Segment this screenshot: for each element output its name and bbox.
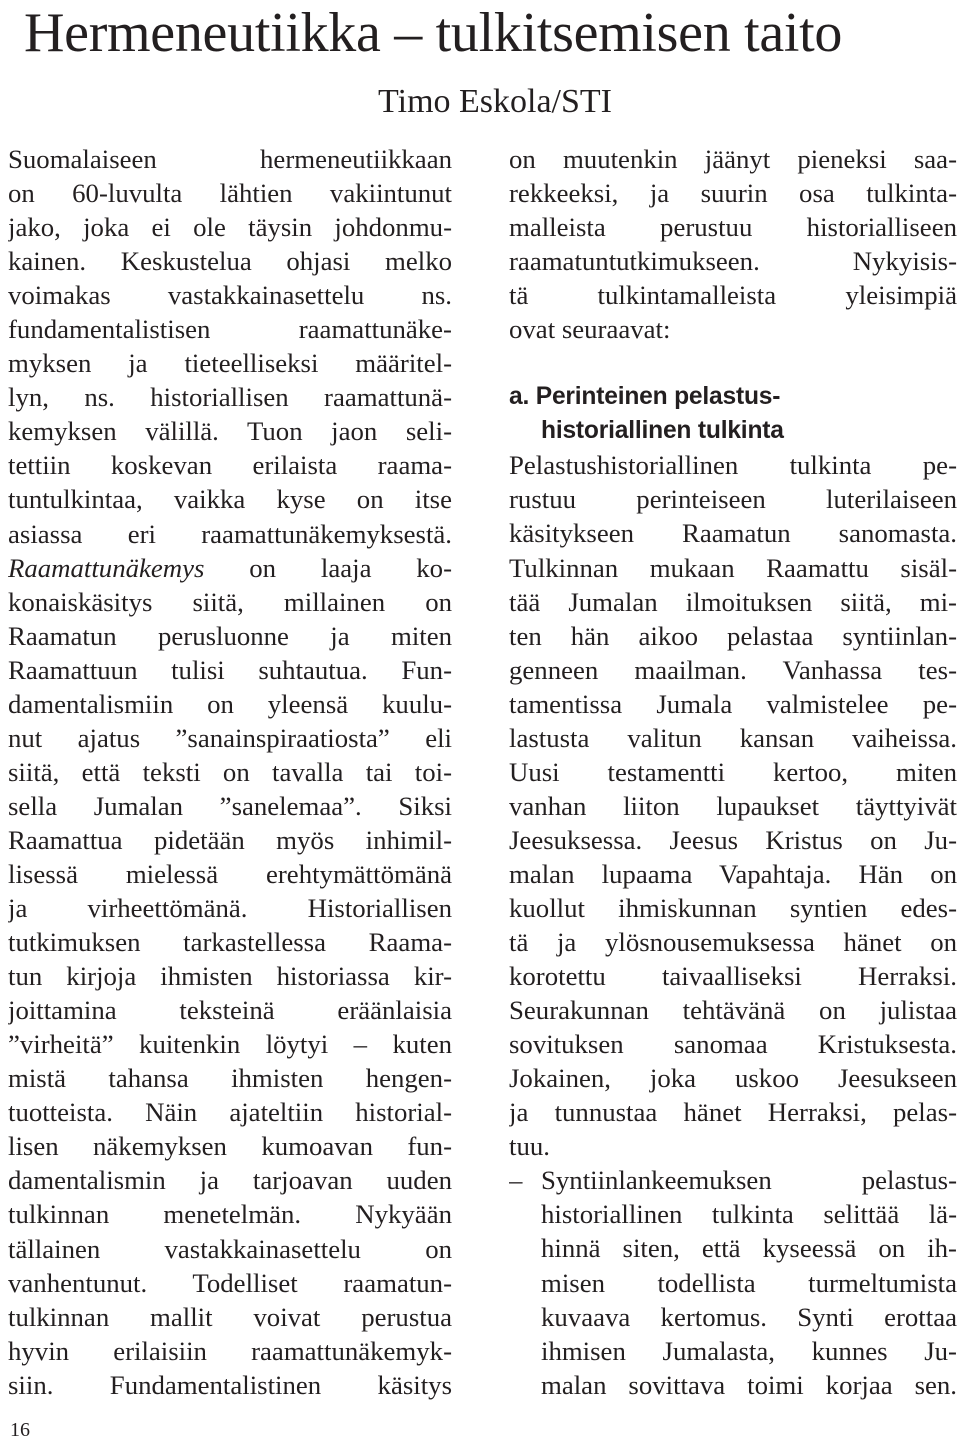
text-line: [509, 1163, 957, 1197]
text-span: ja virheettömänä. Historiallisen: [8, 893, 452, 924]
text-line: [509, 244, 957, 278]
text-span: nut ajatus ”sanainspiraatiosta” eli: [8, 722, 452, 753]
text-span: sovituksen sanomaa Kristuksesta.: [509, 1029, 957, 1060]
text-line: [8, 653, 452, 687]
text-span: konaiskäsitys siitä, millainen on: [8, 586, 452, 617]
text-line: [509, 1129, 957, 1163]
text-line: [509, 891, 957, 925]
text-span: tutkimuksen tarkastellessa Raama-: [8, 927, 452, 958]
text-line: [8, 346, 452, 380]
text-line: [8, 925, 452, 959]
author-byline: Timo Eskola/STI: [378, 83, 612, 120]
text-line: [8, 1266, 452, 1300]
text-span: vanhentunut. Todelliset raamatun-: [8, 1267, 452, 1298]
text-span: a. Perinteinen pelastus-: [509, 383, 781, 411]
text-line: [8, 959, 452, 993]
text-span: tä ja ylösnousemuksessa hänet on: [509, 927, 957, 958]
text-span: kainen. Keskustelua ohjasi melko: [8, 246, 452, 277]
text-span: lisen näkemyksen kumoavan fun-: [8, 1131, 452, 1162]
text-line: [509, 959, 957, 993]
text-line: [8, 380, 452, 414]
text-line: [509, 142, 957, 176]
text-span: Raamattuun tulisi suhtautua. Fun-: [8, 654, 452, 685]
text-span: lyn, ns. historiallisen raamattunä-: [8, 382, 452, 413]
text-span: tä tulkintamalleista yleisimpiä: [509, 280, 957, 311]
text-line: [8, 891, 452, 925]
section-heading-line: [509, 414, 957, 448]
text-span: Jeesuksessa. Jeesus Kristus on Ju-: [509, 824, 957, 855]
text-line: [8, 1163, 452, 1197]
text-line: [509, 619, 957, 653]
text-span: tuu.: [509, 1131, 550, 1162]
text-line: [8, 142, 452, 176]
text-line: [8, 789, 452, 823]
text-line: [509, 755, 957, 789]
text-line: [8, 1300, 452, 1334]
text-span: sella Jumalan ”sanelemaa”. Siksi: [8, 790, 452, 821]
text-span: siitä, että teksti on tavalla tai toi-: [8, 756, 452, 787]
text-span: käsitykseen Raamatun sanomasta.: [509, 518, 957, 549]
text-line: [8, 414, 452, 448]
text-span: fundamentalistisen raamattunäke-: [8, 314, 452, 345]
text-line: [509, 823, 957, 857]
text-span: malan lupaama Vapahtaja. Hän on: [509, 858, 957, 889]
text-span: malleista perustuu historialliseen: [509, 212, 957, 243]
text-span: rekkeeksi, ja suurin osa tulkinta-: [509, 178, 957, 209]
text-span: hinnä siten, että kyseessä on ih-: [541, 1233, 957, 1264]
text-line: [8, 1129, 452, 1163]
text-span: jako, joka ei ole täysin johdonmu-: [8, 212, 452, 243]
text-span: ihmisen Jumalasta, kunnes Ju-: [541, 1335, 957, 1366]
text-span: raamatuntutkimukseen. Nykyisis-: [509, 246, 957, 277]
text-line: [509, 1266, 957, 1300]
text-span: tulkinnan mallit voivat perustua: [8, 1301, 452, 1332]
text-span: tettiin koskevan erilaista raama-: [8, 450, 452, 481]
text-span: genneen maailman. Vanhassa tes-: [509, 654, 957, 685]
text-span: ja tunnustaa hänet Herraksi, pelas-: [509, 1097, 957, 1128]
text-line: [509, 1231, 957, 1265]
text-line: [509, 1300, 957, 1334]
text-line: [8, 176, 452, 210]
text-span: siin. Fundamentalistinen käsitys: [8, 1369, 452, 1400]
right-text-column: [509, 142, 957, 1402]
text-span: misen todellista turmeltumista: [541, 1267, 957, 1298]
text-span: vanhan liiton lupaukset täyttyivät: [509, 790, 957, 821]
text-line: [509, 210, 957, 244]
text-span: voimakas vastakkainasettelu ns.: [8, 280, 452, 311]
text-line: [509, 653, 957, 687]
text-span: damentalismin ja tarjoavan uuden: [8, 1165, 452, 1196]
text-line: [509, 585, 957, 619]
text-span: tulkinnan menetelmän. Nykyään: [8, 1199, 452, 1230]
text-line: [8, 210, 452, 244]
text-line: [8, 1197, 452, 1231]
text-line: [8, 278, 452, 312]
text-line: [8, 517, 452, 551]
text-line: [8, 1232, 452, 1266]
text-span: mistä tahansa ihmisten hengen-: [8, 1063, 452, 1094]
text-span: Raamattua pidetään myös inhimil-: [8, 824, 452, 855]
text-line: [8, 1095, 452, 1129]
text-line: [8, 993, 452, 1027]
text-line: [509, 993, 957, 1027]
text-line: [8, 482, 452, 516]
article-title: Hermeneutiikka – tulkitsemisen taito: [24, 2, 843, 64]
text-line: [509, 857, 957, 891]
text-line: [509, 448, 957, 482]
text-span: lisessä mielessä erehtymättömänä: [8, 858, 452, 889]
text-span: joittamina teksteinä eräänlaisia: [8, 995, 452, 1026]
emphasized-term: Raamattunäkemys: [8, 552, 205, 583]
text-span: Syntiinlankeemuksen pelastus-: [541, 1165, 957, 1196]
text-line: [8, 1027, 452, 1061]
text-span: historiallinen tulkinta: [541, 417, 784, 445]
text-line: [509, 1197, 957, 1231]
text-line: [8, 687, 452, 721]
text-span: tää Jumalan ilmoituksen siitä, mi-: [509, 586, 957, 617]
text-span: ovat seuraavat:: [509, 314, 671, 345]
text-line: [509, 925, 957, 959]
left-text-column: [8, 142, 452, 1402]
text-span: myksen ja tieteelliseksi määritel-: [8, 348, 452, 379]
page-number: 16: [10, 1419, 30, 1441]
text-line: [8, 857, 452, 891]
list-dash: –: [509, 1165, 523, 1196]
text-span: historiallinen tulkinta selittää lä-: [541, 1199, 957, 1230]
text-span: on muutenkin jäänyt pieneksi saa-: [509, 144, 957, 174]
text-span: asiassa eri raamattunäkemyksestä.: [8, 518, 452, 549]
text-line: [8, 448, 452, 482]
text-line: [509, 1368, 957, 1402]
text-span: ten hän aikoo pelastaa syntiinlan-: [509, 620, 957, 651]
text-line: [8, 619, 452, 653]
text-line: [509, 551, 957, 585]
text-line: [509, 789, 957, 823]
text-span: korotettu taivaalliseksi Herraksi.: [509, 961, 957, 992]
text-line: [8, 1061, 452, 1095]
text-line: [509, 482, 957, 516]
text-line: [509, 1095, 957, 1129]
text-line: [509, 1061, 957, 1095]
text-span: on laaja ko-: [204, 552, 452, 583]
text-line: [8, 551, 452, 585]
text-line: [8, 244, 452, 278]
text-span: Tulkinnan mukaan Raamattu sisäl-: [509, 552, 957, 583]
text-line: [8, 585, 452, 619]
text-line: [509, 721, 957, 755]
paragraph-gap: [509, 346, 957, 380]
text-span: kuvaava kertomus. Synti erottaa: [541, 1301, 957, 1332]
text-span: kuollut ihmiskunnan syntien edes-: [509, 892, 957, 923]
text-span: tamentissa Jumala valmistelee pe-: [509, 688, 957, 719]
text-span: Uusi testamentti kertoo, miten: [509, 756, 957, 787]
text-span: kemyksen välillä. Tuon jaon seli-: [8, 416, 452, 447]
text-span: tuotteista. Näin ajateltiin historial-: [8, 1097, 452, 1128]
text-span: Jokainen, joka uskoo Jeesukseen: [509, 1063, 957, 1094]
text-line: [8, 823, 452, 857]
text-line: [509, 687, 957, 721]
text-line: [509, 312, 957, 346]
text-span: rustuu perinteiseen luterilaiseen: [509, 484, 957, 515]
text-span: lastusta valitun kansan vaiheissa.: [509, 722, 957, 753]
text-span: hyvin erilaisiin raamattunäkemyk-: [8, 1335, 452, 1366]
text-line: [509, 176, 957, 210]
text-span: tun kirjoja ihmisten historiassa kir-: [8, 961, 452, 992]
text-span: on 60-luvulta lähtien vakiintunut: [8, 178, 452, 209]
text-line: [509, 1027, 957, 1061]
text-span: tuntulkintaa, vaikka kyse on itse: [8, 484, 452, 515]
text-line: [8, 721, 452, 755]
text-span: ”virheitä” kuitenkin löytyi – kuten: [8, 1029, 452, 1060]
text-span: tällainen vastakkainasettelu on: [8, 1233, 452, 1264]
text-line: [8, 1368, 452, 1402]
text-span: damentalismiin on yleensä kuulu-: [8, 688, 452, 719]
text-span: Suomalaiseen hermeneutiikkaan: [8, 144, 452, 174]
section-heading-line: [509, 380, 957, 414]
text-line: [509, 278, 957, 312]
text-span: Pelastushistoriallinen tulkinta pe-: [509, 450, 957, 481]
text-line: [8, 1334, 452, 1368]
text-span: malan sovittava toimi korjaa sen.: [541, 1369, 957, 1400]
text-line: [8, 312, 452, 346]
text-line: [509, 516, 957, 550]
text-line: [509, 1334, 957, 1368]
text-span: Seurakunnan tehtävänä on julistaa: [509, 995, 957, 1026]
text-line: [8, 755, 452, 789]
text-span: Raamatun perusluonne ja miten: [8, 620, 452, 651]
